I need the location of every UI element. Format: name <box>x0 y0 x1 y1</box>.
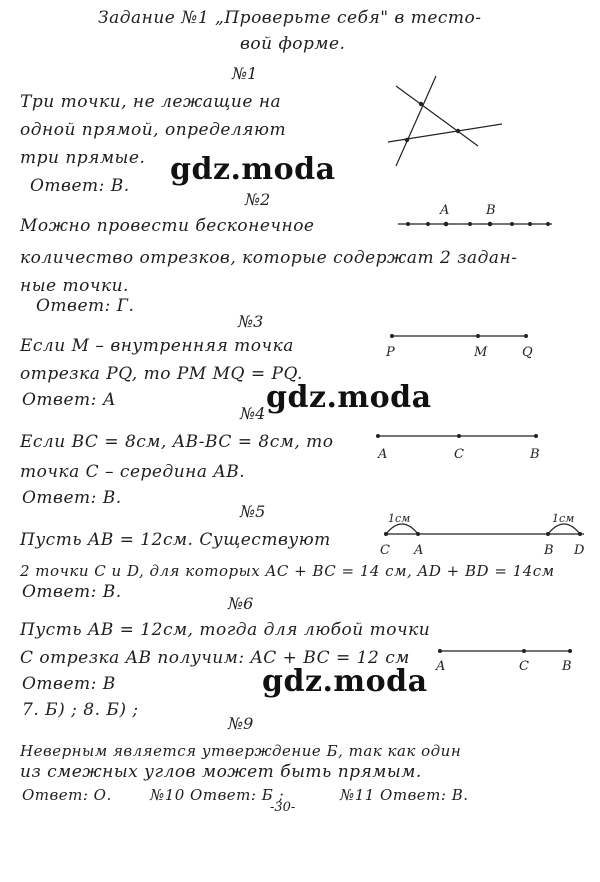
point-b <box>488 222 493 227</box>
arc-right-label: 1см <box>552 512 575 525</box>
watermark-1: gdz.moda <box>170 152 336 187</box>
intersection-point <box>419 102 423 106</box>
arc-left <box>386 524 418 534</box>
watermark-2: gdz.moda <box>266 380 432 415</box>
label-b: B <box>562 659 572 674</box>
label-b: B <box>486 203 496 218</box>
task-2-line-3: ные точки. <box>20 276 129 296</box>
label-q: Q <box>522 345 533 360</box>
task-3-answer: Ответ: А <box>22 390 117 410</box>
point-q <box>524 334 528 338</box>
task-6-number: №6 <box>228 594 254 613</box>
task-2-line-1: Можно провести бесконечное <box>20 216 315 236</box>
label-c: C <box>454 447 464 462</box>
task-6-answer: Ответ: В <box>22 674 116 694</box>
point <box>426 222 430 226</box>
label-a: A <box>378 447 388 462</box>
task-10-answer: №10 Ответ: Б ; <box>150 786 285 804</box>
task-2-answer: Ответ: Г. <box>36 296 135 316</box>
label-c: C <box>380 543 390 558</box>
task-4-line-2: точка C – середина AB. <box>20 462 246 482</box>
watermark-3: gdz.moda <box>262 664 428 699</box>
header-line-1: Задание №1 „Проверьте себя" в тесто- <box>98 8 482 28</box>
figure-three-lines <box>388 76 502 166</box>
point <box>528 222 532 226</box>
line-1 <box>396 76 436 166</box>
point-b <box>568 649 572 653</box>
arc-left-label: 1см <box>388 512 411 525</box>
point-p <box>390 334 394 338</box>
task-2-number: №2 <box>245 190 271 209</box>
task-1-answer: Ответ: В. <box>30 176 130 196</box>
task-5-line-2: 2 точки C и D, для которых AC + BC = 14 см, AD + BD = 14см <box>20 562 555 580</box>
point-b <box>534 434 538 438</box>
task-1-line-3: три прямые. <box>20 148 146 168</box>
task-9-number: №9 <box>228 714 254 733</box>
point-m <box>476 334 480 338</box>
task-9-line-1: Неверным является утверждение Б, так как один <box>20 742 462 760</box>
intersection-point <box>456 129 460 133</box>
point-c <box>522 649 526 653</box>
arc-right <box>548 524 580 534</box>
task-1-line-1: Три точки, не лежащие на <box>20 92 282 112</box>
task-6-line-1: Пусть AB = 12см, тогда для любой точки <box>20 620 431 640</box>
label-a: A <box>414 543 424 558</box>
task-7-8-answers: 7. Б) ; 8. Б) ; <box>22 700 139 720</box>
page-number: -30- <box>270 800 296 815</box>
figure-segment-with-arcs <box>380 512 585 558</box>
task-3-line-2: отрезка PQ, то PM MQ = PQ. <box>20 364 303 384</box>
point <box>468 222 472 226</box>
figure-segment-ab-midpoint <box>376 434 540 462</box>
label-a: A <box>436 659 446 674</box>
task-5-answer: Ответ: В. <box>22 582 122 602</box>
label-a: A <box>440 203 450 218</box>
header-line-2: вой форме. <box>240 34 346 54</box>
task-3-number: №3 <box>238 312 264 331</box>
figure-segment-ab-point-c <box>435 649 572 674</box>
task-9-answer: Ответ: О. <box>22 786 112 804</box>
label-b: B <box>544 543 554 558</box>
point-a <box>444 222 449 227</box>
task-9-line-2: из смежных углов может быть прямым. <box>20 762 422 782</box>
label-b: B <box>530 447 540 462</box>
task-5-number: №5 <box>240 502 266 521</box>
intersection-point <box>405 138 409 142</box>
point <box>546 222 550 226</box>
task-5-line-1: Пусть AB = 12см. Существуют <box>20 530 331 550</box>
point-a <box>376 434 380 438</box>
task-1-line-2: одной прямой, определяют <box>20 120 287 140</box>
label-p: P <box>386 345 395 360</box>
label-d: D <box>574 543 585 558</box>
point-c <box>457 434 461 438</box>
task-6-line-2: C отрезка AB получим: AC + BC = 12 см <box>20 648 410 668</box>
task-4-number: №4 <box>240 404 266 423</box>
task-11-answer: №11 Ответ: В. <box>340 786 469 804</box>
point <box>510 222 514 226</box>
task-3-line-1: Если M – внутренняя точка <box>20 336 294 356</box>
figure-segment-pq <box>385 334 533 360</box>
point-a <box>438 649 442 653</box>
task-4-answer: Ответ: В. <box>22 488 122 508</box>
task-2-line-2: количество отрезков, которые содержат 2 задан- <box>20 248 518 268</box>
task-1-number: №1 <box>232 64 258 83</box>
point <box>406 222 410 226</box>
task-4-line-1: Если BC = 8см, AB-BC = 8см, то <box>20 432 334 452</box>
label-c: C <box>519 659 529 674</box>
figure-points-on-line <box>398 203 552 226</box>
label-m: M <box>474 345 488 360</box>
